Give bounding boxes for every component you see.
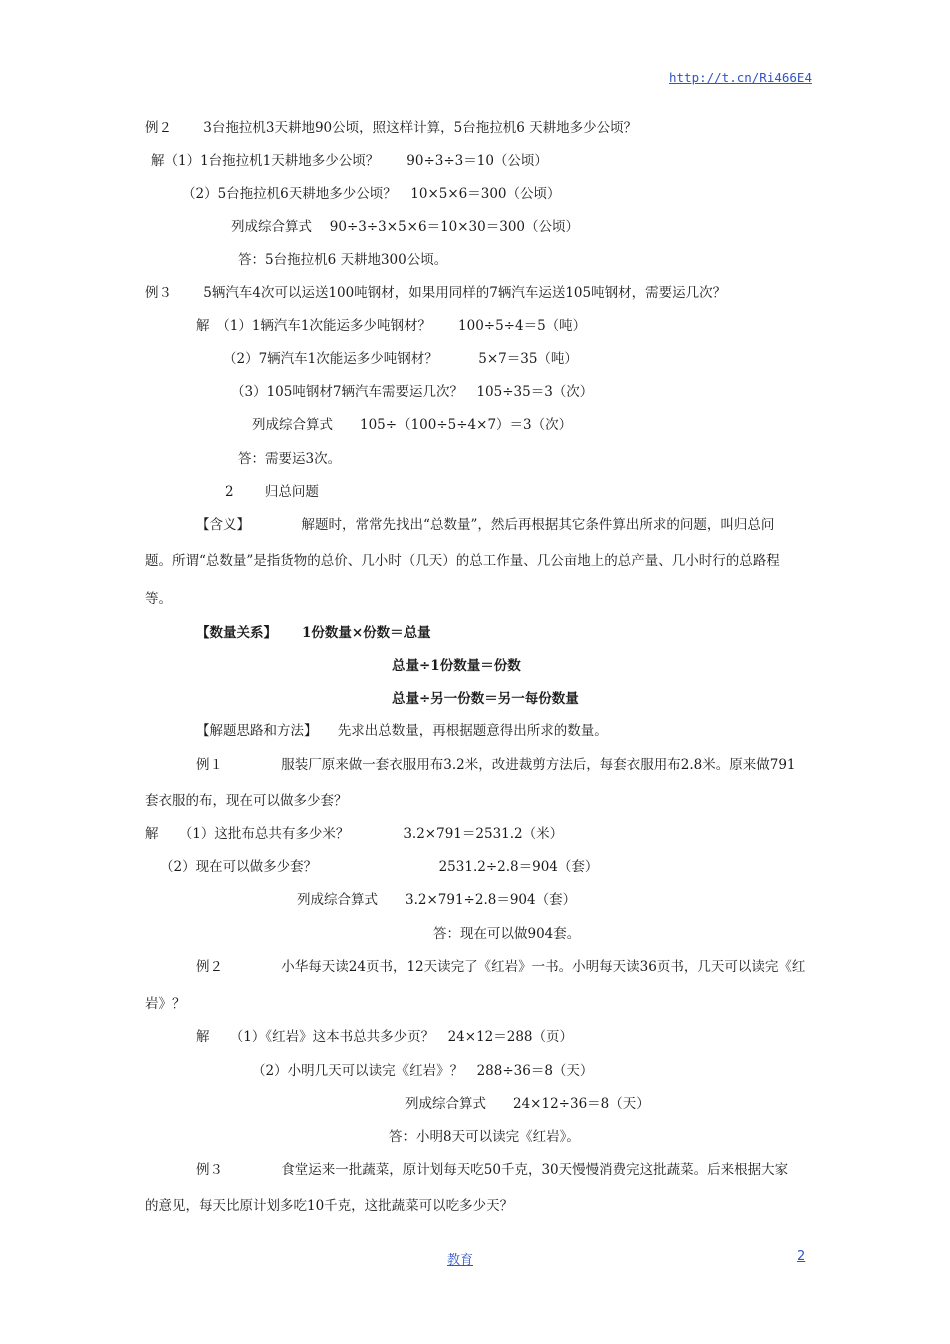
example-2b-answer: 答：小明8天可以读完《红岩》。	[389, 1129, 580, 1145]
footer-edu-link[interactable]: 教育	[447, 1253, 474, 1268]
example-2-step-2: （2）5台拖拉机6天耕地多少公顷？ 10×5×6＝300（公顷）	[182, 186, 561, 202]
method-line: 【解题思路和方法】 先求出总数量，再根据题意得出所求的数量。	[196, 723, 608, 739]
example-3-step-2: （2）7辆汽车1次能运多少吨钢材？ 5×7＝35（吨）	[223, 351, 578, 367]
example-2-formula: 列成综合算式 90÷3÷3×5×6＝10×30＝300（公顷）	[231, 219, 580, 235]
example-2b-formula: 列成综合算式 24×12÷36＝8（天）	[405, 1096, 650, 1112]
example-1-step-2: （2）现在可以做多少套？ 2531.2÷2.8＝904（套）	[160, 859, 599, 875]
example-2-answer: 答：5台拖拉机6 天耕地300公顷。	[238, 252, 448, 268]
relation-line-1: 【数量关系】 1份数量×份数＝总量	[196, 625, 431, 641]
example-3-answer: 答：需要运3次。	[238, 451, 342, 467]
example-3-step-3: （3）105吨钢材7辆汽车需要运几次？ 105÷35＝3（次）	[231, 384, 594, 400]
section-heading-gui-zong: 2 归总问题	[225, 484, 319, 500]
example-2-question: 例２ 3台拖拉机3天耕地90公顷，照这样计算，5台拖拉机6 天耕地多少公顷？	[145, 120, 638, 136]
example-2b-step-1: 解 （1）《红岩》这本书总共多少页？ 24×12＝288（页）	[196, 1029, 574, 1045]
relation-line-3: 总量÷另一份数＝另一每份数量	[392, 691, 579, 707]
example-2b-question-line-2: 岩》？	[145, 996, 186, 1012]
example-3b-question-line-2: 的意见，每天比原计划多吃10千克，这批蔬菜可以吃多少天？	[145, 1198, 514, 1214]
definition-line-2: 题。所谓“总数量”是指货物的总价、几小时（几天）的总工作量、几公亩地上的总产量、几小时行的总路程	[145, 553, 780, 569]
relation-line-2: 总量÷1份数量＝份数	[392, 658, 521, 674]
definition-line-3: 等。	[145, 591, 172, 607]
example-2b-question-line-1: 例２ 小华每天读24页书，12天读完了《红岩》一书。小明每天读36页书，几天可以读完《红	[196, 959, 806, 975]
example-1-answer: 答：现在可以做904套。	[433, 926, 581, 942]
example-1-formula: 列成综合算式 3.2×791÷2.8＝904（套）	[297, 892, 577, 908]
example-3-formula: 列成综合算式 105÷（100÷5÷4×7）＝3（次）	[252, 417, 573, 433]
example-2-step-1: 解（1）1台拖拉机1天耕地多少公顷？ 90÷3÷3＝10（公顷）	[151, 153, 548, 169]
example-1-question-line-2: 套衣服的布，现在可以做多少套？	[145, 793, 348, 809]
header-url-link[interactable]: http://t.cn/Ri466E4	[669, 70, 812, 85]
example-3-step-1: 解 （1）1辆汽车1次能运多少吨钢材？ 100÷5÷4＝5（吨）	[196, 318, 587, 334]
page-number: 2	[797, 1249, 806, 1264]
example-2b-step-2: （2）小明几天可以读完《红岩》？ 288÷36＝8（天）	[252, 1063, 594, 1079]
example-1-step-1: 解 （1）这批布总共有多少米？ 3.2×791＝2531.2（米）	[145, 826, 564, 842]
example-1-question-line-1: 例１ 服装厂原来做一套衣服用布3.2米，改进裁剪方法后，每套衣服用布2.8米。原来做791	[196, 757, 796, 773]
example-3-question: 例３ 5辆汽车4次可以运送100吨钢材，如果用同样的7辆汽车运送105吨钢材，需要运几次？	[145, 285, 727, 301]
definition-line-1: 【含义】 解题时，常常先找出“总数量”，然后再根据其它条件算出所求的问题，叫归总问	[196, 517, 775, 533]
example-3b-question-line-1: 例３ 食堂运来一批蔬菜，原计划每天吃50千克，30天慢慢消费完这批蔬菜。后来根据大家	[196, 1162, 789, 1178]
